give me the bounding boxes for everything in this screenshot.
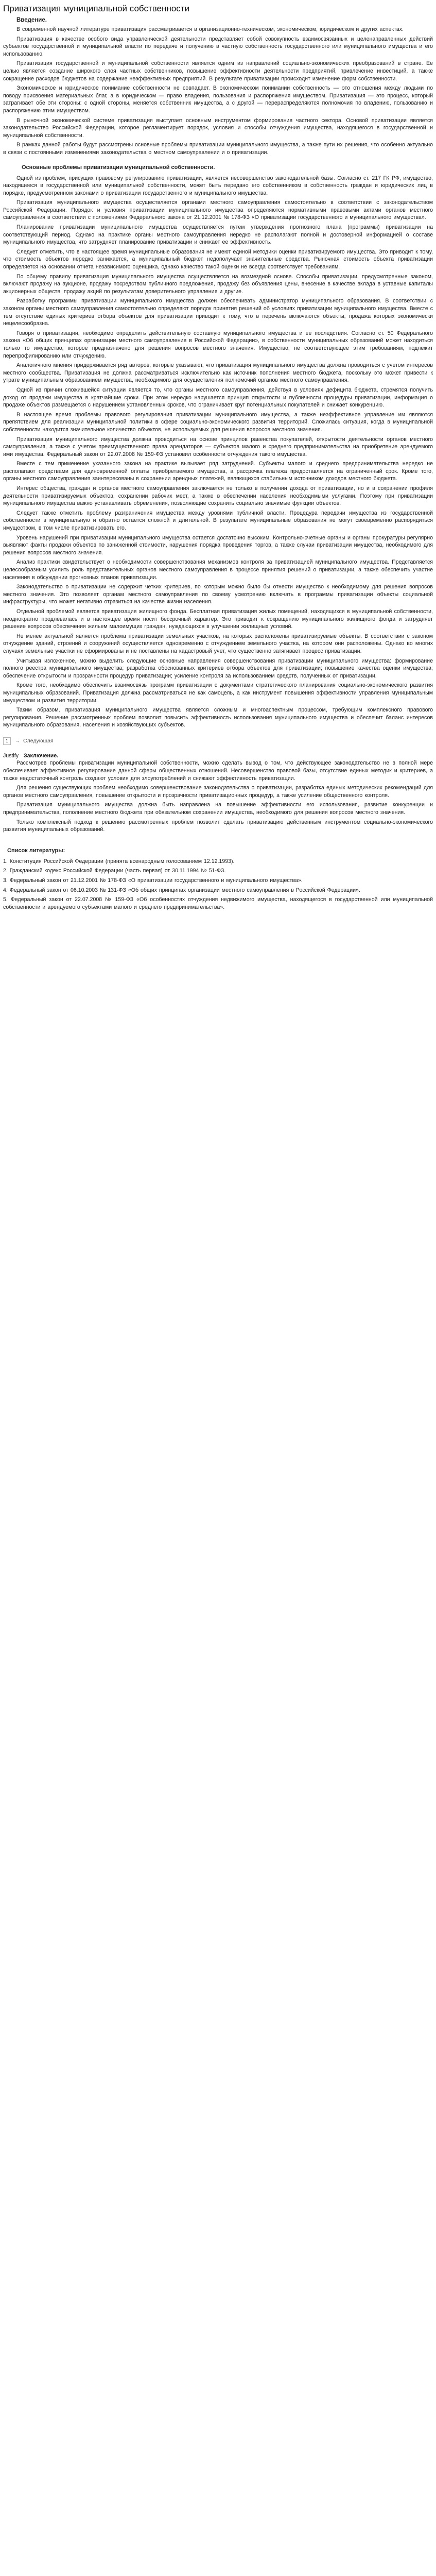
conclusion-heading: Заключение. [24, 752, 59, 759]
paragraph: Не менее актуальной является проблема приватизации земельных участков, на которых расположены приватизируемые объекты. В соответствии с законом отчуждение зданий, строений и сооружений осуществляется одновременно с отчуждением земельного участка, на котором они расположены. Однако во многих случаях земельные участки не сформированы и не поставлены на кадастровый учет, что существенно затягивает процесс приватизации. [3, 633, 433, 654]
reference-item: 3. Федеральный закон от 21.12.2001 № 178-ФЗ «О приватизации государственного и муниципального имущества». [3, 877, 303, 884]
paragraph: Говоря о приватизации, необходимо определить действительную составную муниципального имущества и ее последствия. Согласно ст. 50 Федерального закона «Об общих принципах организации местного самоуправления в Российской Федерации», в собственности муниципальных образований может находиться только то имущество, которое предназначено для решения вопросов местного значения. Имущество, не соответствующее этим требованиям, подлежит перепрофилированию или отчуждению. [3, 330, 433, 359]
reference-item: 1. Конституция Российской Федерации (принята всенародным голосованием 12.12.1993). [3, 858, 235, 865]
pagination [3, 737, 433, 745]
paragraph: Экономическое и юридическое понимание собственности не совпадает. В экономическом понимании собственность — это отношения между людьми по поводу присвоения материальных благ, а в юридическом — право владения, пользования и распоряжения имуществом. Приватизация — это процесс, который затрагивает обе эти стороны: с одной стороны, меняется собственник имущества, а с другой — перераспределяются полномочия по владению, пользованию и распоряжению этим имуществом. [3, 85, 433, 114]
main-body-section [3, 175, 433, 729]
paragraph: Приватизация муниципального имущества должна проводиться на основе принципов равенства покупателей, открытости деятельности органов местного самоуправления, а также с учетом преимущественного права арендаторов — субъектов малого и среднего предпринимательства на приобретение арендуемого ими имущества. Федеральный закон от 22.07.2008 № 159-ФЗ установил особенности отчуждения такого имущества. [3, 436, 433, 457]
paragraph: Разработку программы приватизации муниципального имущества должен обеспечивать администратор муниципального образования. В соответствии с законом органы местного самоуправления самостоятельно определяют порядок принятия решений об условиях приватизации муниципального имущества. Вместе с тем отсутствие единых критериев отбора объектов для приватизации приводит к тому, что в перечень включаются объекты, продажа которых экономически нецелесообразна. [3, 298, 433, 327]
paragraph: Следует также отметить проблему разграничения имущества между уровнями публичной власти. Процедура передачи имущества из государственной собственности в муниципальную и обратно остается сложной и длительной. В результате муниципальные образования не могут своевременно распорядиться имуществом, в том числе приватизировать его. [3, 510, 433, 532]
reference-item: 5. Федеральный закон от 22.07.2008 № 159-ФЗ «Об особенностях отчуждения недвижимого имущества, находящегося в государственной или муниципальной собственности и арендуемого субъектами малого и среднего предпринимательства». [3, 896, 433, 910]
reference-item: 4. Федеральный закон от 06.10.2003 № 131-ФЗ «Об общих принципах организации местного самоуправления в Российской Федерации». [3, 887, 360, 893]
paragraph: Приватизация государственной и муниципальной собственности является одним из направлений социально-экономических преобразований в стране. Ее целью является создание широкого слоя частных собственников, повышение эффективности деятельности предприятий, привлечение инвестиций, а также сокращение расходов бюджетов на содержание неэффективных предприятий. В результате приватизации происходит изменение форм собственности. [3, 60, 433, 82]
paragraph: Отдельной проблемой является приватизация жилищного фонда. Бесплатная приватизация жилых помещений, находящихся в муниципальной собственности, неоднократно продлевалась и в настоящее время носит бессрочный характер. Это приводит к сокращению муниципального жилищного фонда и затрудняет решение вопросов обеспечения жильем малоимущих граждан, нуждающихся в улучшении жилищных условий. [3, 608, 433, 630]
arrow-right-icon[interactable]: → [15, 738, 20, 744]
paragraph: Уровень нарушений при приватизации муниципального имущества остается достаточно высоким. Контрольно-счетные органы и органы прокуратуры регулярно выявляют факты продажи объектов по заниженной стоимости, нарушения порядка проведения торгов, а также случаи приватизации имущества, необходимого для решения вопросов местного значения. [3, 534, 433, 556]
paragraph: Таким образом, приватизация муниципального имущества является сложным и многоаспектным процессом, требующим комплексного правового регулирования. Решение рассмотренных проблем позволит повысить эффективность использования муниципального имущества и обеспечит баланс интересов муниципального образования, населения и хозяйствующих субъектов. [3, 707, 433, 728]
paragraph: В современной научной литературе приватизация рассматривается в организационно-техническом, экономическом, юридическом и других аспектах. [16, 26, 404, 32]
conclusion-section [3, 759, 433, 833]
intro-section [3, 26, 433, 157]
paragraph: Для решения существующих проблем необходимо совершенствование законодательства о приватизации, разработка единых методических рекомендаций для органов местного самоуправления, повышение открытости и прозрачности приватизационных процедур, а также усиление общественного контроля. [3, 785, 433, 799]
paragraph: Приватизация муниципального имущества осуществляется органами местного самоуправления самостоятельно в соответствии с законодательством Российской Федерации. Порядок и условия приватизации муниципального имущества определяются нормативными правовыми актами органов местного самоуправления в соответствии с положениями Федерального закона от 21.12.2001 № 178-ФЗ «О приватизации государственного и муниципального имущества». [3, 199, 433, 221]
paragraph: Только комплексный подход к решению рассмотренных проблем позволит сделать приватизацию действенным инструментом социально-экономического развития муниципальных образований. [3, 819, 433, 833]
paragraph: Приватизация в качестве особого вида управленческой деятельности представляет собой совокупность взаимосвязанных и целенаправленных действий субъектов государственной и муниципальной власти по передаче и получению в частную собственность государственного или муниципального имущества и его использованию. [3, 36, 433, 57]
paragraph: Законодательство о приватизации не содержит четких критериев, по которым можно было бы отнести имущество к необходимому для решения вопросов местного значения. Это позволяет органам местного самоуправления по своему усмотрению включать в программы приватизации объекты социальной инфраструктуры, что может негативно отразиться на качестве жизни населения. [3, 584, 433, 605]
reference-item: 2. Гражданский кодекс Российской Федерации (часть первая) от 30.11.1994 № 51-ФЗ. [3, 868, 226, 874]
intro-label: Введение. [16, 17, 47, 23]
paragraph: Следует отметить, что в настоящее время муниципальные образования не имеют единой методики оценки приватизируемого имущества. Это приводит к тому, что стоимость объектов нередко занижается, а муниципальный бюджет недополучает значительные средства. Рыночная стоимость объекта приватизации определяется на основании отчета независимого оценщика, однако качество такой оценки не всегда соответствует требованиям. [3, 248, 433, 270]
paragraph: Анализ практики свидетельствует о необходимости совершенствования механизмов контроля за приватизацией муниципального имущества. Представляется целесообразным усилить роль представительных органов местного самоуправления в процессе принятия решений о приватизации, а также обеспечить участие населения в обсуждении прогнозных планов приватизации. [3, 559, 433, 581]
paragraph: В рамках данной работы будут рассмотрены основные проблемы приватизации муниципального имущества, а также пути их решения, что особенно актуально в связи с постоянными изменениями законодательства о местном самоуправлении и о приватизации. [3, 142, 433, 156]
paragraph: Рассмотрев проблемы приватизации муниципальной собственности, можно сделать вывод о том, что действующее законодательство не в полной мере обеспечивает эффективное регулирование данной сферы общественных отношений. Несовершенство правовой базы, отсутствие единых методик и критериев, а также недостаточный контроль создают условия для злоупотреблений и снижают эффективность приватизации. [3, 760, 433, 782]
justify-label: Justify [3, 752, 19, 759]
paragraph: Интерес общества, граждан и органов местного самоуправления заключается не только в получении дохода от приватизации, но и в сохранении профиля деятельности приватизируемых объектов, сохранении рабочих мест, а также в обеспечении населения необходимыми услугами. Поэтому при приватизации муниципального имущества важно устанавливать обременения, позволяющие сохранить социально значимые функции объектов. [3, 485, 433, 507]
section-heading: Основные проблемы приватизации муниципальной собственности. [22, 164, 215, 171]
paragraph: По общему правилу приватизация муниципального имущества осуществляется на возмездной основе. Способы приватизации, предусмотренные законом, включают продажу на аукционе, продажу посредством публичного предложения, продажу без объявления цены, внесение в качестве вклада в уставные капиталы акционерных обществ, продажу акций по результатам доверительного управления и другие. [3, 273, 433, 295]
paragraph: Учитывая изложенное, можно выделить следующие основные направления совершенствования приватизации муниципального имущества: формирование полного реестра муниципального имущества; разработка обоснованных критериев отбора объектов для приватизации; повышение качества оценки имущества; обеспечение открытости и прозрачности процедур приватизации; усиление контроля за использованием средств, полученных от приватизации. [3, 657, 433, 679]
paragraph: Одной из причин сложившейся ситуации является то, что органы местного самоуправления, действуя в условиях дефицита бюджета, стремятся получить доход от продажи имущества в кратчайшие сроки. При этом нередко нарушается принцип открытости и публичности процедуры приватизации, информация о продаже объектов размещается с нарушением установленных сроков, что ограничивает круг потенциальных покупателей и снижает конкуренцию. [3, 386, 433, 409]
paragraph: Планирование приватизации муниципального имущества осуществляется путем утверждения прогнозного плана (программы) приватизации на соответствующий период. Однако на практике органы местного самоуправления нередко не располагают полной и достоверной информацией о составе муниципального имущества, что затрудняет планирование приватизации и снижает ее эффективность. [3, 224, 433, 246]
conclusion-header [3, 752, 433, 760]
paragraph: Одной из проблем, присущих правовому регулированию приватизации, является несовершенство законодательной базы. Согласно ст. 217 ГК РФ, имущество, находящееся в государственной или муниципальной собственности, может быть передано его собственником в собственность граждан и юридических лиц в порядке, предусмотренном законами о приватизации государственного и муниципального имущества. [3, 175, 433, 196]
references-heading: Список литературы: [7, 847, 65, 854]
paragraph: Аналогичного мнения придерживается ряд авторов, которые указывают, что приватизация муниципального имущества должна проводиться с учетом интересов местного сообщества. Приватизация не должна рассматриваться исключительно как источник пополнения местного бюджета, поскольку это может привести к утрате муниципальным образованием имущества, необходимого для осуществления полномочий органов местного самоуправления. [3, 362, 433, 384]
paragraph: В рыночной экономической системе приватизация выступает основным инструментом формирования частного сектора. Основой приватизации является законодательство Российской Федерации, которое регламентирует порядок, условия и способы отчуждения имущества, находящегося в государственной и муниципальной собственности. [3, 117, 433, 139]
paragraph: В настоящее время проблемы правового регулирования приватизации муниципального имущества, а также неэффективное управление им являются препятствием для реализации муниципальной политики в сфере социально-экономического развития территорий. Сложилась ситуация, когда в муниципальной собственности находится значительное количество объектов, не используемых для решения вопросов местного значения. [3, 411, 433, 433]
paragraph: Вместе с тем применение указанного закона на практике вызывает ряд затруднений. Субъекты малого и среднего предпринимательства нередко не располагают средствами для единовременной оплаты приобретаемого имущества, а рассрочка платежа предоставляется на ограниченный срок. Кроме того, органы местного самоуправления заинтересованы в сохранении арендных платежей, являющихся стабильным источником доходов местного бюджета. [3, 461, 433, 482]
paragraph: Приватизация муниципального имущества должна быть направлена на повышение эффективности его использования, развитие конкуренции и предпринимательства, пополнение местного бюджета при обязательном сохранении имущества, необходимого для решения вопросов местного значения. [3, 802, 433, 816]
next-page-link[interactable]: Следующая [23, 738, 54, 744]
page-number-button[interactable]: 1 [3, 737, 11, 745]
references-list [3, 858, 433, 911]
paragraph: Кроме того, необходимо обеспечить взаимосвязь программ приватизации с документами стратегического планирования социально-экономического развития муниципальных образований. Приватизация должна рассматриваться не как самоцель, а как инструмент повышения эффективности управления муниципальным имуществом и развития территории. [3, 682, 433, 704]
page-title: Приватизация муниципальной собственности [3, 4, 190, 13]
